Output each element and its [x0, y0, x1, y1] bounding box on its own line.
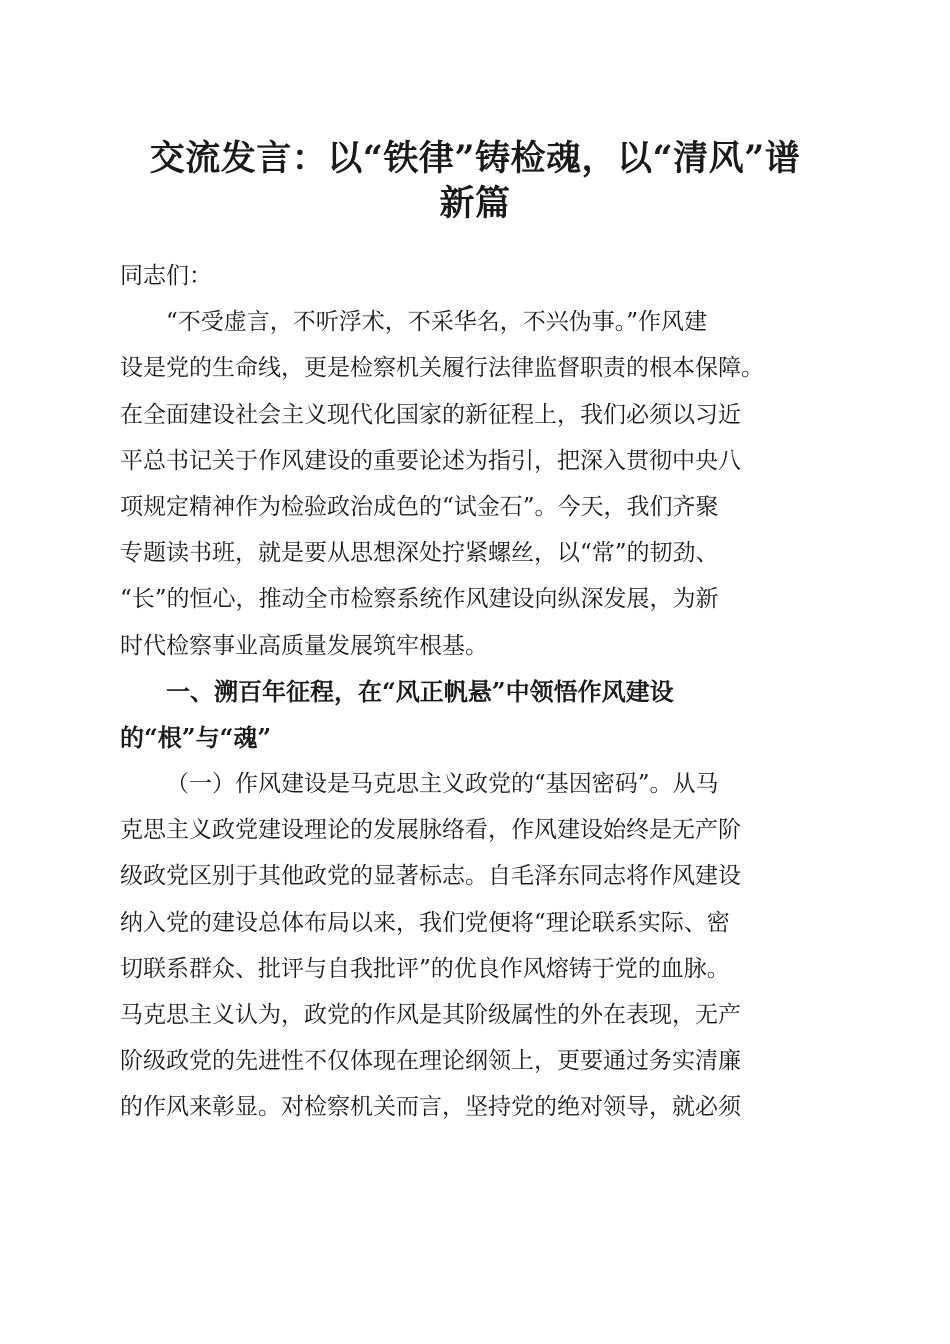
paragraph-line: 阶级政党的先进性不仅体现在理论纲领上，更要通过务实清廉	[120, 1048, 741, 1075]
title-line: 交流发言：以“铁律”铸检魂，以“清风”谱	[149, 138, 801, 179]
section-paragraph	[120, 761, 840, 1131]
heading-line: 的“根”与“魂”	[120, 722, 272, 752]
section-heading	[120, 669, 840, 761]
intro-paragraph	[120, 299, 840, 669]
paragraph-line: 克思主义政党建设理论的发展脉络看，作风建设始终是无产阶	[120, 817, 741, 844]
paragraph-line: 时代检察事业高质量发展筑牢根基。	[120, 632, 488, 659]
paragraph-line: 级政党区别于其他政党的显著标志。自毛泽东同志将作风建设	[120, 863, 741, 890]
paragraph-line: “不受虚言，不听浮术，不采华名，不兴伪事。”作风建	[166, 309, 708, 336]
paragraph-line: 专题读书班，就是要从思想深处拧紧螺丝，以“常”的韧劲、	[120, 540, 719, 567]
salutation: 同志们：	[120, 263, 212, 289]
paragraph-line: 平总书记关于作风建设的重要论述为指引，把深入贯彻中央八	[120, 447, 741, 474]
paragraph-line: （一）作风建设是马克思主义政党的“基因密码”。从马	[166, 771, 719, 798]
paragraph-line: 切联系群众、批评与自我批评”的优良作风熔铸于党的血脉。	[120, 955, 730, 982]
paragraph-line: 项规定精神作为检验政治成色的“试金石”。今天，我们齐聚	[120, 493, 719, 520]
document-title	[100, 136, 850, 226]
paragraph-line: 的作风来彰显。对检察机关而言，坚持党的绝对领导，就必须	[120, 1094, 741, 1121]
paragraph-line: 纳入党的建设总体布局以来，我们党便将“理论联系实际、密	[120, 909, 730, 936]
paragraph-line: 马克思主义认为，政党的作风是其阶级属性的外在表现，无产	[120, 1002, 741, 1028]
title-line: 新篇	[439, 183, 511, 224]
paragraph-line: 设是党的生命线，更是检察机关履行法律监督职责的根本保障。	[120, 355, 764, 382]
heading-line: 一、溯百年征程，在“风正帆悬”中领悟作风建设	[166, 676, 674, 706]
paragraph-line: 在全面建设社会主义现代化国家的新征程上，我们必须以习近	[120, 401, 741, 428]
document-body	[120, 253, 840, 1131]
paragraph-line: “长”的恒心，推动全市检察系统作风建设向纵深发展，为新	[120, 586, 719, 613]
